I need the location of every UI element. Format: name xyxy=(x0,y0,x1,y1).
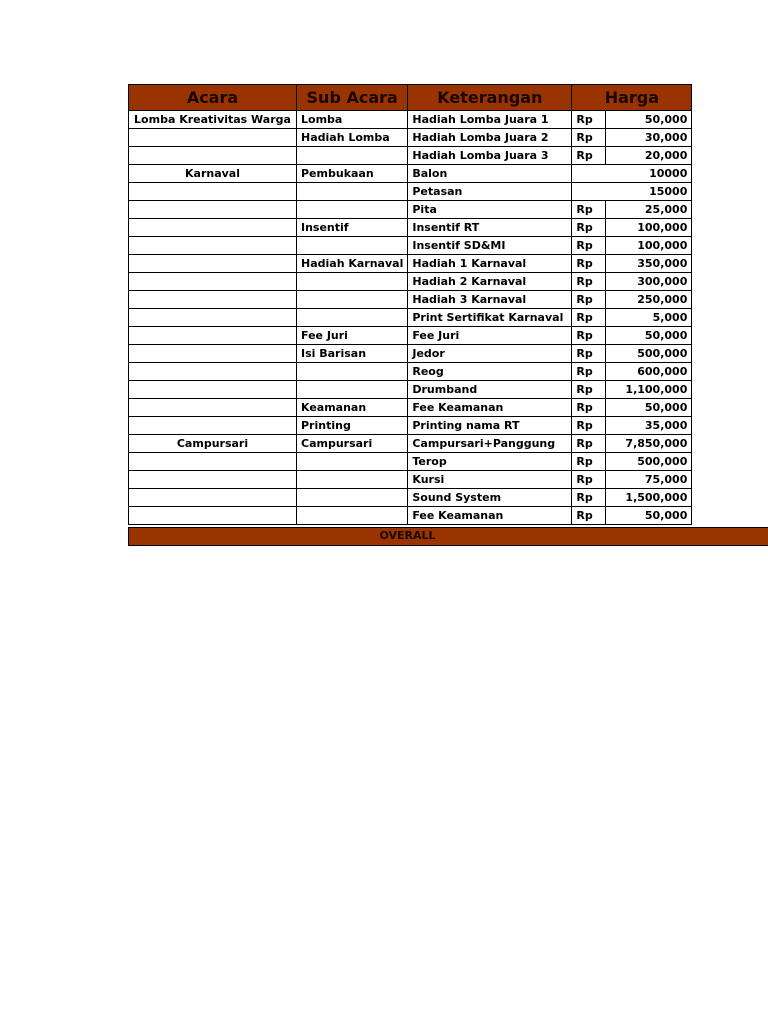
cell-keterangan: Hadiah Lomba Juara 1 xyxy=(408,111,572,129)
cell-keterangan: Printing nama RT xyxy=(408,417,572,435)
cell-harga: 15000 xyxy=(572,183,692,201)
table-row xyxy=(129,381,692,399)
cell-keterangan: Terop xyxy=(408,453,572,471)
cell-harga: 1,100,000 xyxy=(606,381,692,399)
table-row xyxy=(129,507,692,525)
cell-keterangan: Fee Keamanan xyxy=(408,399,572,417)
cell-keterangan: Hadiah Lomba Juara 3 xyxy=(408,147,572,165)
cell-sub-acara xyxy=(297,147,408,165)
table-row xyxy=(129,183,692,201)
cell-currency: Rp xyxy=(572,273,606,291)
cell-harga: 50,000 xyxy=(606,111,692,129)
cell-acara xyxy=(129,201,297,219)
cell-sub-acara xyxy=(297,183,408,201)
table-row xyxy=(129,255,692,273)
cell-keterangan: Insentif RT xyxy=(408,219,572,237)
table-row xyxy=(129,147,692,165)
cell-harga: 30,000 xyxy=(606,129,692,147)
table-row xyxy=(129,309,692,327)
cell-keterangan: Fee Juri xyxy=(408,327,572,345)
table-row xyxy=(129,489,692,507)
cell-harga: 500,000 xyxy=(606,453,692,471)
cell-keterangan: Insentif SD&MI xyxy=(408,237,572,255)
cell-harga: 25,000 xyxy=(606,201,692,219)
cell-currency: Rp xyxy=(572,147,606,165)
table-row xyxy=(129,471,692,489)
cell-acara xyxy=(129,129,297,147)
table-row xyxy=(129,237,692,255)
cell-acara xyxy=(129,417,297,435)
cell-keterangan: Print Sertifikat Karnaval xyxy=(408,309,572,327)
cell-acara xyxy=(129,507,297,525)
header-harga: Harga xyxy=(572,85,692,111)
cell-currency: Rp xyxy=(572,129,606,147)
table-row xyxy=(129,399,692,417)
cell-acara xyxy=(129,345,297,363)
cell-harga: 100,000 xyxy=(606,237,692,255)
cell-harga: 10000 xyxy=(572,165,692,183)
cell-sub-acara: Pembukaan xyxy=(297,165,408,183)
cell-currency: Rp xyxy=(572,381,606,399)
cell-acara xyxy=(129,291,297,309)
cell-acara xyxy=(129,183,297,201)
table-row xyxy=(129,111,692,129)
cell-keterangan: Petasan xyxy=(408,183,572,201)
cell-currency: Rp xyxy=(572,291,606,309)
cell-acara xyxy=(129,471,297,489)
cell-harga: 50,000 xyxy=(606,399,692,417)
cell-currency: Rp xyxy=(572,417,606,435)
table-row xyxy=(129,345,692,363)
cell-sub-acara xyxy=(297,201,408,219)
cell-acara xyxy=(129,255,297,273)
cell-currency: Rp xyxy=(572,435,606,453)
cell-currency: Rp xyxy=(572,201,606,219)
cell-acara xyxy=(129,489,297,507)
cell-currency: Rp xyxy=(572,327,606,345)
cell-sub-acara xyxy=(297,237,408,255)
overall-row xyxy=(128,527,768,546)
cell-harga: 100,000 xyxy=(606,219,692,237)
cell-harga: 5,000 xyxy=(606,309,692,327)
cell-keterangan: Fee Keamanan xyxy=(408,507,572,525)
cell-harga: 350,000 xyxy=(606,255,692,273)
cell-sub-acara xyxy=(297,309,408,327)
budget-table xyxy=(128,84,692,525)
cell-keterangan: Sound System xyxy=(408,489,572,507)
cell-harga: 50,000 xyxy=(606,507,692,525)
header-acara: Acara xyxy=(129,85,297,111)
table-row xyxy=(129,219,692,237)
cell-currency: Rp xyxy=(572,507,606,525)
cell-currency: Rp xyxy=(572,399,606,417)
cell-sub-acara: Hadiah Karnaval xyxy=(297,255,408,273)
cell-harga: 7,850,000 xyxy=(606,435,692,453)
cell-acara xyxy=(129,381,297,399)
cell-keterangan: Hadiah 2 Karnaval xyxy=(408,273,572,291)
cell-currency: Rp xyxy=(572,453,606,471)
cell-sub-acara: Campursari xyxy=(297,435,408,453)
cell-keterangan: Campursari+Panggung xyxy=(408,435,572,453)
cell-acara xyxy=(129,273,297,291)
cell-sub-acara: Isi Barisan xyxy=(297,345,408,363)
cell-keterangan: Pita xyxy=(408,201,572,219)
cell-currency: Rp xyxy=(572,345,606,363)
table-row xyxy=(129,273,692,291)
table-row xyxy=(129,363,692,381)
cell-currency: Rp xyxy=(572,489,606,507)
header-keterangan: Keterangan xyxy=(408,85,572,111)
cell-sub-acara xyxy=(297,453,408,471)
table-row xyxy=(129,165,692,183)
cell-keterangan: Hadiah 1 Karnaval xyxy=(408,255,572,273)
cell-currency: Rp xyxy=(572,363,606,381)
cell-sub-acara: Keamanan xyxy=(297,399,408,417)
cell-sub-acara xyxy=(297,489,408,507)
header-sub-acara: Sub Acara xyxy=(297,85,408,111)
cell-currency: Rp xyxy=(572,237,606,255)
cell-acara xyxy=(129,309,297,327)
table-row xyxy=(129,291,692,309)
cell-sub-acara: Insentif xyxy=(297,219,408,237)
cell-acara: Campursari xyxy=(129,435,297,453)
cell-currency: Rp xyxy=(572,219,606,237)
cell-acara xyxy=(129,327,297,345)
cell-sub-acara: Lomba xyxy=(297,111,408,129)
cell-acara: Lomba Kreativitas Warga xyxy=(129,111,297,129)
cell-currency: Rp xyxy=(572,255,606,273)
cell-harga: 500,000 xyxy=(606,345,692,363)
cell-acara xyxy=(129,453,297,471)
cell-acara xyxy=(129,219,297,237)
cell-sub-acara: Fee Juri xyxy=(297,327,408,345)
cell-currency: Rp xyxy=(572,111,606,129)
cell-sub-acara: Printing xyxy=(297,417,408,435)
table-row xyxy=(129,453,692,471)
header-row xyxy=(129,85,692,111)
cell-sub-acara xyxy=(297,381,408,399)
cell-keterangan: Balon xyxy=(408,165,572,183)
cell-sub-acara xyxy=(297,471,408,489)
cell-keterangan: Hadiah Lomba Juara 2 xyxy=(408,129,572,147)
table-row xyxy=(129,129,692,147)
cell-keterangan: Drumband xyxy=(408,381,572,399)
cell-sub-acara xyxy=(297,273,408,291)
cell-harga: 50,000 xyxy=(606,327,692,345)
cell-keterangan: Kursi xyxy=(408,471,572,489)
cell-currency: Rp xyxy=(572,471,606,489)
cell-acara xyxy=(129,363,297,381)
cell-acara xyxy=(129,237,297,255)
cell-sub-acara xyxy=(297,507,408,525)
cell-harga: 1,500,000 xyxy=(606,489,692,507)
table-row xyxy=(129,327,692,345)
overall-label: OVERALL xyxy=(379,529,436,542)
table-row xyxy=(129,201,692,219)
cell-harga: 250,000 xyxy=(606,291,692,309)
cell-sub-acara xyxy=(297,363,408,381)
cell-acara: Karnaval xyxy=(129,165,297,183)
cell-acara xyxy=(129,147,297,165)
table-row xyxy=(129,417,692,435)
cell-harga: 35,000 xyxy=(606,417,692,435)
cell-harga: 300,000 xyxy=(606,273,692,291)
cell-currency: Rp xyxy=(572,309,606,327)
cell-harga: 600,000 xyxy=(606,363,692,381)
cell-keterangan: Reog xyxy=(408,363,572,381)
cell-sub-acara xyxy=(297,291,408,309)
cell-acara xyxy=(129,399,297,417)
table-row xyxy=(129,435,692,453)
cell-keterangan: Hadiah 3 Karnaval xyxy=(408,291,572,309)
cell-sub-acara: Hadiah Lomba xyxy=(297,129,408,147)
cell-harga: 75,000 xyxy=(606,471,692,489)
cell-harga: 20,000 xyxy=(606,147,692,165)
cell-keterangan: Jedor xyxy=(408,345,572,363)
